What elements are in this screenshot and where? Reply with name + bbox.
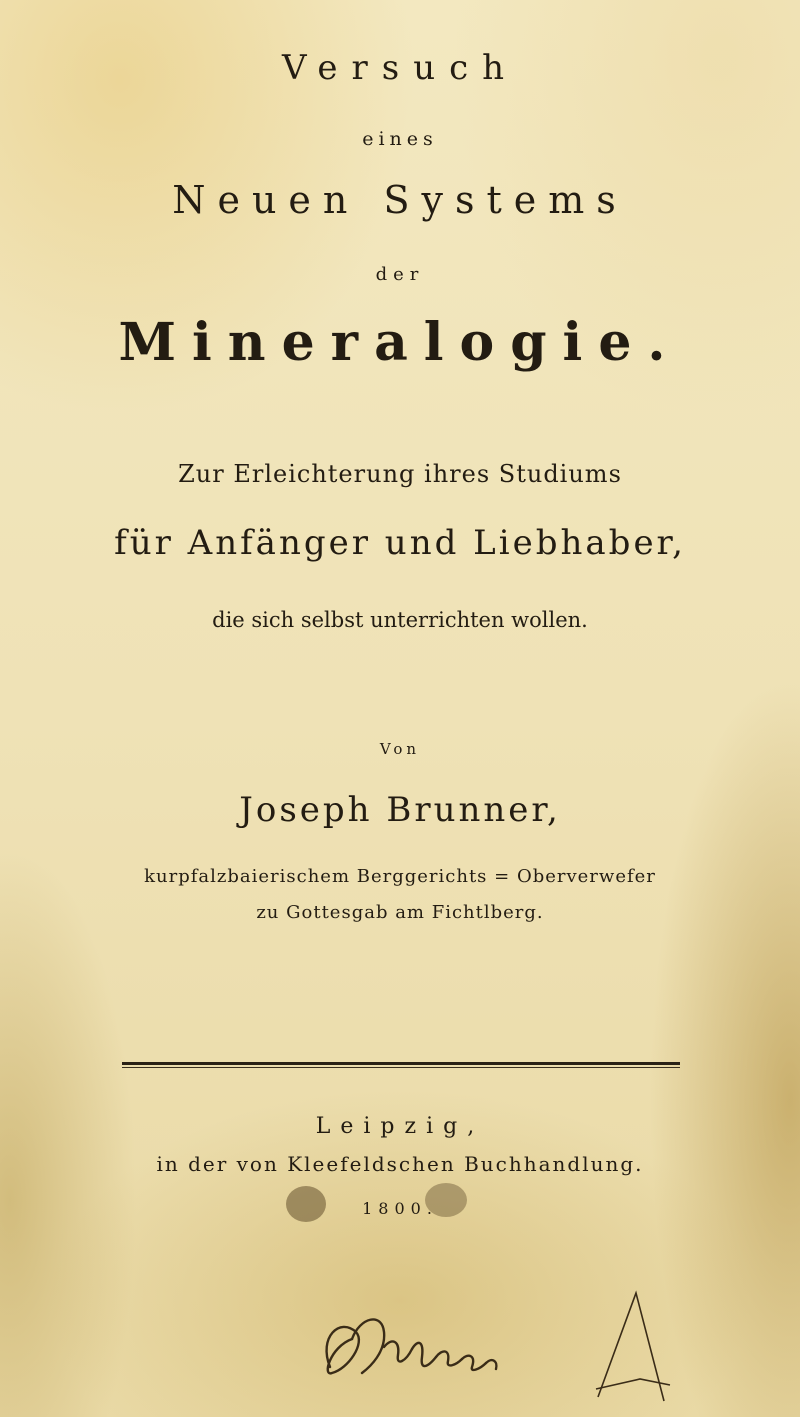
subtitle-unterrichten: die sich selbst unterrichten wollen. bbox=[212, 608, 588, 632]
handwritten-signature-and-mark bbox=[0, 1277, 800, 1417]
library-triangle-mark-icon bbox=[596, 1293, 670, 1401]
subtitle-erleichterung: Zur Erleichterung ihres Studiums bbox=[178, 460, 622, 488]
title-neuen-systems: Neuen Systems bbox=[172, 178, 628, 222]
signature-handwriting-icon bbox=[327, 1319, 497, 1373]
ink-blot-right bbox=[425, 1183, 467, 1217]
title-mineralogie: Mineralogie. bbox=[118, 312, 682, 373]
author-title: kurpfalzbaierischem Berggerichts = Oberverwefer bbox=[144, 866, 656, 887]
imprint-publisher: in der von Kleefeldschen Buchhandlung. bbox=[156, 1152, 644, 1176]
title-versuch: Versuch bbox=[281, 48, 519, 88]
imprint-city: Leipzig, bbox=[315, 1114, 485, 1139]
rule-thick bbox=[122, 1062, 680, 1065]
author-place: zu Gottesgab am Fichtlberg. bbox=[256, 902, 544, 923]
imprint-year: 1800. bbox=[362, 1199, 438, 1218]
title-eines: eines bbox=[362, 128, 438, 150]
double-rule-divider bbox=[122, 1062, 680, 1068]
rule-thin bbox=[122, 1067, 680, 1068]
ink-blot-left bbox=[286, 1186, 326, 1222]
title-der: der bbox=[375, 264, 425, 285]
byline-von: Von bbox=[379, 740, 421, 758]
author-name: Joseph Brunner, bbox=[239, 790, 561, 830]
subtitle-anfaenger: für Anfänger und Liebhaber, bbox=[114, 523, 686, 563]
